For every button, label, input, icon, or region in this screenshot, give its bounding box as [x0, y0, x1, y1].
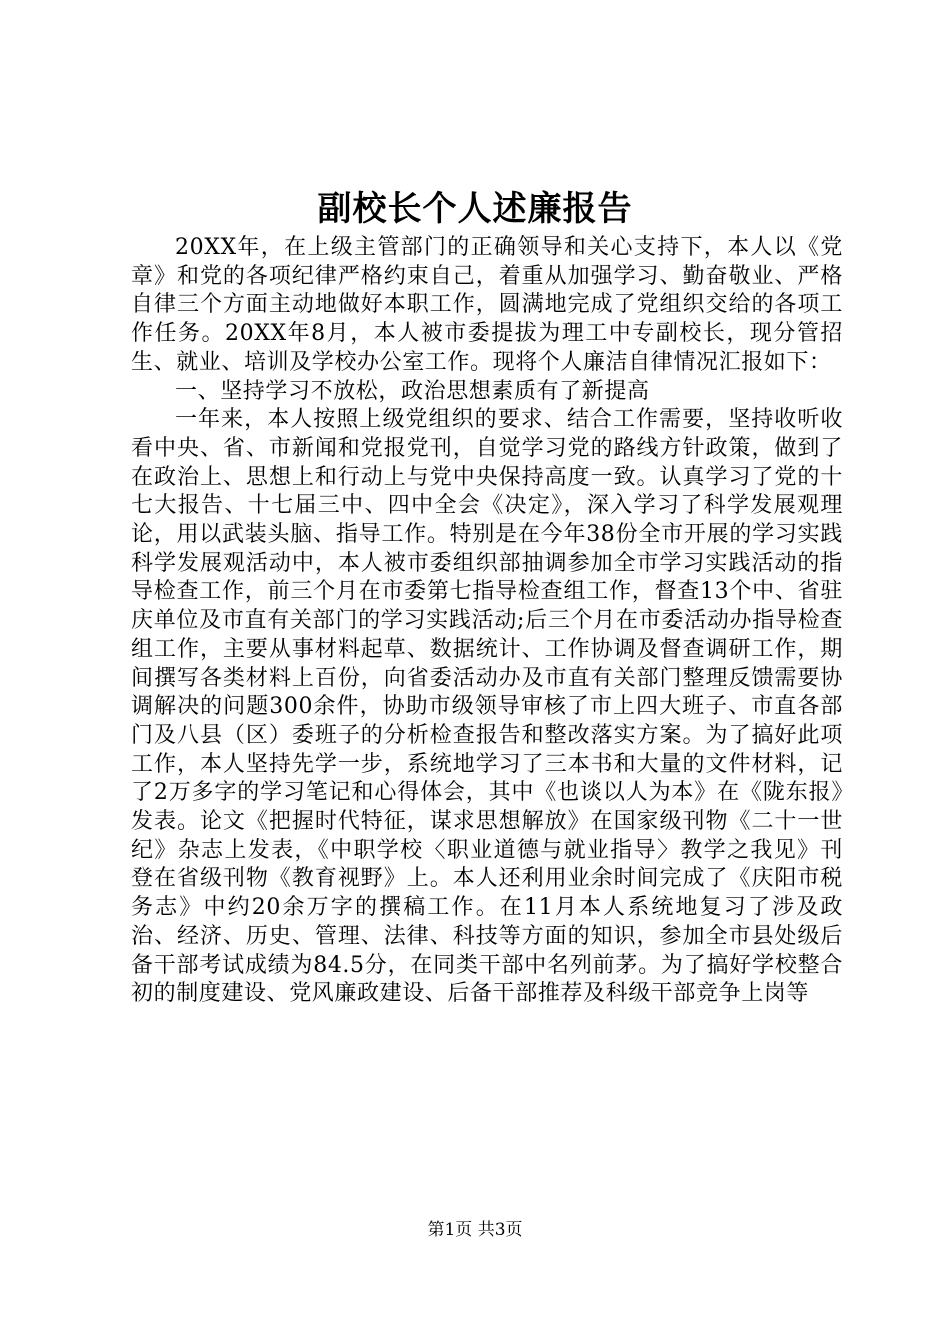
intro-paragraph: 20XX年，在上级主管部门的正确领导和关心支持下，本人以《党章》和党的各项纪律严格约束自己，着重从加强学习、勤奋敬业、严格自律三个方面主动地做好本职工作，圆满地完成了党组织交给的各项工作任务。20XX年8月，本人被市委提拔为理工中专副校长，现分管招生、就业、培训及学校办公室工作。现将个人廉洁自律情况汇报如下： — [131, 235, 843, 375]
page-title: 副校长个人述廉报告 — [317, 189, 633, 229]
page-footer: 第1页 共3页 — [427, 1220, 523, 1240]
body-paragraph: 一年来，本人按照上级党组织的要求、结合工作需要，坚持收听收看中央、省、市新闻和党报党刊，自觉学习党的路线方针政策，做到了在政治上、思想上和行动上与党中央保持高度一致。认真学习了党的十七大报告、十七届三中、四中全会《决定》，深入学习了科学发展观理论，用以武装头脑、指导工作。特别是在今年38份全市开展的学习实践科学发展观活动中，本人被市委组织部抽调参加全市学习实践活动的指导检查工作，前三个月在市委第七指导检查组工作，督查13个中、省驻庆单位及市直有关部门的学习实践活动;后三个月在市委活动办指导检查组工作，主要从事材料起草、数据统计、工作协调及督查调研工作，期间撰写各类材料上百份，向省委活动办及市直有关部门整理反馈需要协调解决的问题300余件，协助市级领导审核了市上四大班子、市直各部门及八县（区）委班子的分析检查报告和整改落实方案。为了搞好此项工作，本人坚持先学一步，系统地学习了三本书和大量的文件材料，记了2万多字的学习笔记和心得体会，其中《也谈以人为本》在《陇东报》发表。论文《把握时代特征，谋求思想解放》在国家级刊物《二十一世纪》杂志上发表，《中职学校〈职业道德与就业指导〉教学之我见》刊登在省级刊物《教育视野》上。本人还利用业余时间完成了《庆阳市税务志》中约20余万字的撰稿工作。在11月本人系统地复习了涉及政治、经济、历史、管理、法律、科技等方面的知识，参加全市县处级后备干部考试成绩为84.5分，在同类干部中名列前茅。为了搞好学校整合初的制度建设、党风廉政建设、后备干部推荐及科级干部竞争上岗等 — [131, 407, 843, 1007]
document-body — [131, 234, 843, 1009]
section-heading: 一、坚持学习不放松，政治思想素质有了新提高 — [175, 378, 650, 404]
